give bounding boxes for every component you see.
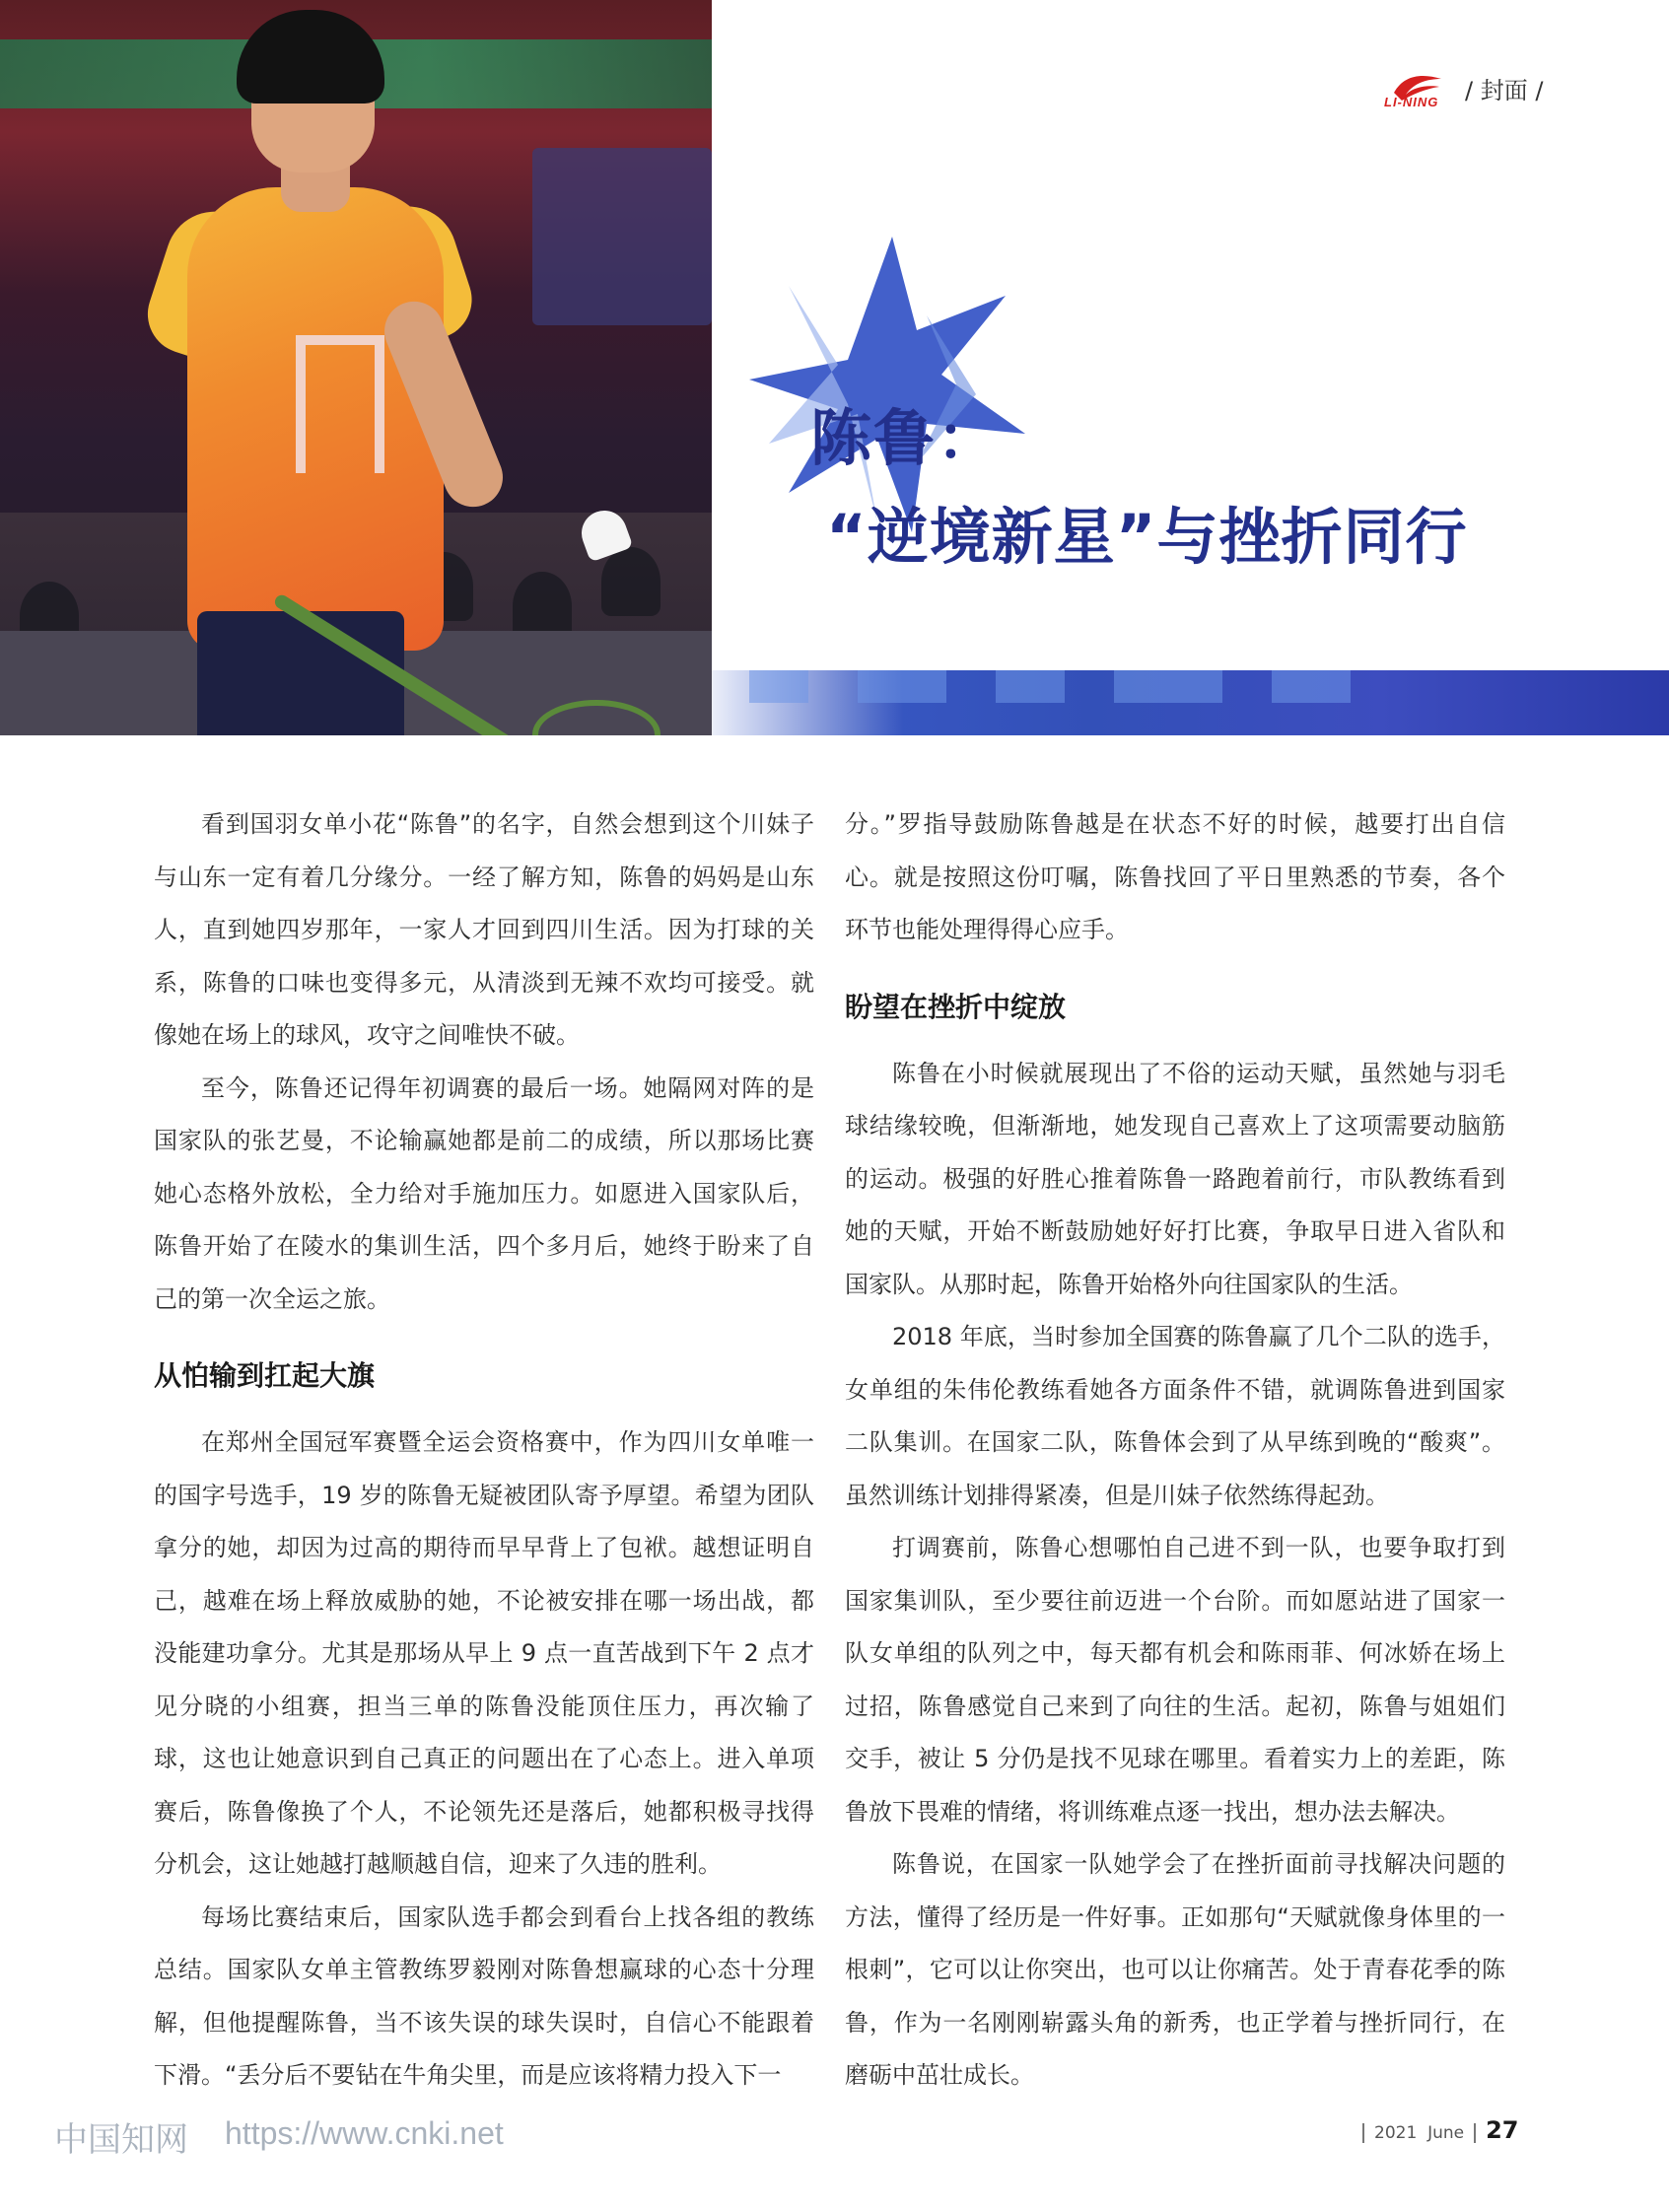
jersey-emblem	[296, 335, 384, 473]
article-title-line2: “逆境新星”与挫折同行	[826, 501, 1468, 573]
brand-wordmark: LI-NING	[1384, 95, 1439, 109]
player-shorts	[197, 611, 404, 735]
mosaic-tile	[858, 670, 946, 703]
paragraph: 至今，陈鲁还记得年初调赛的最后一场。她隔网对阵的是国家队的张艺曼，不论输赢她都是前二的成绩，所以那场比赛她心态格外放松，全力给对手施加压力。如愿进入国家队后，陈鲁开始了在陵水的集训生活，四个多月后，她终于盼来了自己的第一次全运之旅。	[154, 1073, 814, 1313]
mosaic-tile	[1114, 670, 1222, 703]
paragraph: 每场比赛结束后，国家队选手都会到看台上找各组的教练总结。国家队女单主管教练罗毅刚对陈鲁想赢球的心态十分理解，但他提醒陈鲁，当不该失误的球失误时，自信心不能跟着下滑。“丢分后不要钻在牛角尖里，而是应该将精力投入下一	[154, 1902, 814, 2089]
issue-month: June	[1427, 2123, 1465, 2143]
article-column-left	[154, 798, 814, 2103]
arena-board	[532, 148, 712, 325]
mosaic-tile	[1272, 670, 1351, 703]
folio-divider	[1474, 2123, 1476, 2143]
subheading: 盼望在挫折中绽放	[845, 990, 1067, 1023]
mosaic-tile	[996, 670, 1065, 703]
paragraph: 看到国羽女单小花“陈鲁”的名字，自然会想到这个川妹子与山东一定有着几分缘分。一经了解方知，陈鲁的妈妈是山东人，直到她四岁那年，一家人才回到四川生活。因为打球的关系，陈鲁的口味也变得多元，从清淡到无辣不欢均可接受。就像她在场上的球风，攻守之间唯快不破。	[154, 810, 814, 1049]
article-column-right	[845, 798, 1505, 2103]
page-number: 27	[1486, 2116, 1519, 2144]
paragraph: 2018 年底，当时参加全国赛的陈鲁赢了几个二队的选手，女单组的朱伟伦教练看她各方面条件不错，就调陈鲁进到国家二队集训。在国家二队，陈鲁体会到了从早练到晚的“酸爽”。虽然训练计划排得紧凑，但是川妹子依然练得起劲。	[845, 1323, 1505, 1509]
spectator	[601, 547, 661, 616]
watermark-url: https://www.cnki.net	[225, 2115, 504, 2151]
article-title-line1: 陈鲁：	[810, 402, 1001, 474]
page-folio	[1353, 2116, 1519, 2144]
paragraph-continued: 分。”罗指导鼓励陈鲁越是在状态不好的时候，越要打出自信心。就是按照这份叮嘱，陈鲁找回了平日里熟悉的节奏，各个环节也能处理得得心应手。	[845, 810, 1505, 943]
mosaic-tile	[749, 670, 808, 703]
folio-divider	[1362, 2123, 1364, 2143]
paragraph: 陈鲁在小时候就展现出了不俗的运动天赋，虽然她与羽毛球结缘较晚，但渐渐地，她发现自己喜欢上了这项需要动脑筋的运动。极强的好胜心推着陈鲁一路跑着前行，市队教练看到她的天赋，开始不断鼓励她好好打比赛，争取早日进入省队和国家队。从那时起，陈鲁开始格外向往国家队的生活。	[845, 1059, 1505, 1298]
paragraph: 陈鲁说，在国家一队她学会了在挫折面前寻找解决问题的方法，懂得了经历是一件好事。正如那句“天赋就像身体里的一根刺”，它可以让你突出，也可以让你痛苦。处于青春花季的陈鲁，作为一名刚刚崭露头角的新秀，也正学着与挫折同行，在磨砺中茁壮成长。	[845, 1850, 1505, 2089]
paragraph: 在郑州全国冠军赛暨全运会资格赛中，作为四川女单唯一的国字号选手，19 岁的陈鲁无疑被团队寄予厚望。希望为团队拿分的她，却因为过高的期待而早早背上了包袱。越想证明自己，越难在场上释放威胁的她，不论被安排在哪一场出战，都没能建功拿分。尤其是那场从早上 9 点一直苦战到下午 2 点才见分晓的小组赛，担当三单的陈鲁没能顶住压力，再次输了球，这也让她意识到自己真正的问题出在了心态上。进入单项赛后，陈鲁像换了个人，不论领先还是落后，她都积极寻找得分机会，这让她越打越顺越自信，迎来了久违的胜利。	[154, 1428, 814, 1878]
section-label: / 封面 /	[1465, 77, 1544, 104]
subheading: 从怕输到扛起大旗	[154, 1359, 376, 1392]
watermark-name: 中国知网	[54, 2120, 188, 2160]
cover-photo	[0, 0, 712, 735]
player-hair	[237, 10, 384, 104]
paragraph: 打调赛前，陈鲁心想哪怕自己进不到一队，也要争取打到国家集训队，至少要往前迈进一个台阶。而如愿站进了国家一队女单组的队列之中，每天都有机会和陈雨菲、何冰娇在场上过招，陈鲁感觉自己来到了向往的生活。起初，陈鲁与姐姐们交手，被让 5 分仍是找不见球在哪里。看着实力上的差距，陈鲁放下畏难的情绪，将训练难点逐一找出，想办法去解决。	[845, 1534, 1505, 1826]
issue-year: 2021	[1374, 2123, 1418, 2143]
